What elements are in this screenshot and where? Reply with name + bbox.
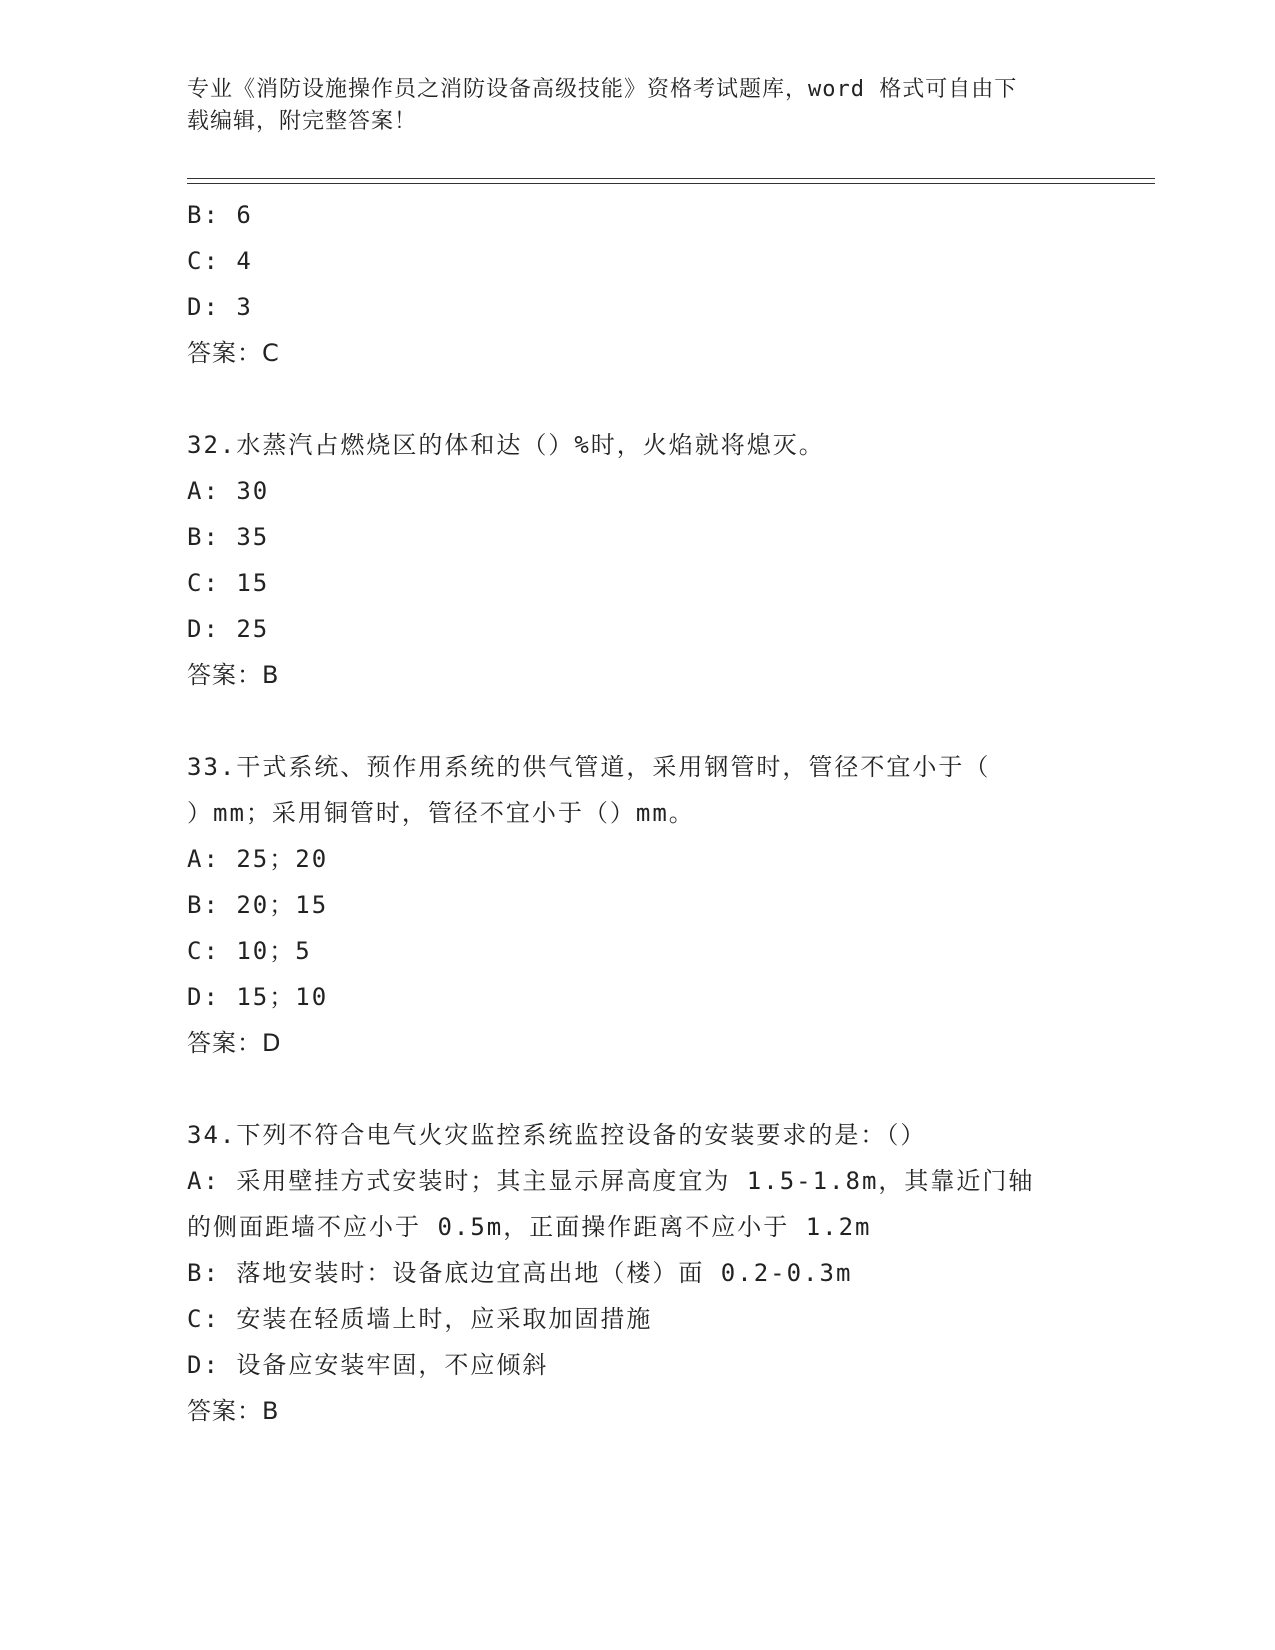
answer-line: 答案：B bbox=[187, 661, 280, 689]
option-a: A: 30 bbox=[187, 477, 270, 505]
question-text: 32.水蒸汽占燃烧区的体和达（）%时，火焰就将熄灭。 bbox=[187, 431, 825, 459]
question-list bbox=[187, 192, 1087, 1480]
answer-line: 答案：C bbox=[187, 339, 280, 367]
header-line-1: 专业《消防设施操作员之消防设备高级技能》资格考试题库，word 格式可自由下 bbox=[187, 77, 1018, 102]
option-c: C: 15 bbox=[187, 569, 270, 597]
question-33 bbox=[187, 744, 1087, 1066]
option-a-line-2: 的侧面距墙不应小于 0.5m，正面操作距离不应小于 1.2m bbox=[187, 1213, 872, 1241]
option-b: B: 35 bbox=[187, 523, 270, 551]
option-b: B: 落地安装时：设备底边宜高出地（楼）面 0.2-0.3m bbox=[187, 1259, 853, 1287]
option-d: D: 3 bbox=[187, 293, 253, 321]
option-d: D: 15；10 bbox=[187, 983, 329, 1011]
header-line-2: 载编辑，附完整答案！ bbox=[187, 109, 418, 134]
option-c: C: 10；5 bbox=[187, 937, 312, 965]
question-text: 34.下列不符合电气火灾监控系统监控设备的安装要求的是：（） bbox=[187, 1121, 927, 1149]
question-text-line-1: 33.干式系统、预作用系统的供气管道，采用钢管时，管径不宜小于（ bbox=[187, 753, 991, 781]
option-d: D: 设备应安装牢固，不应倾斜 bbox=[187, 1351, 549, 1379]
question-text-line-2: ）mm；采用铜管时，管径不宜小于（）mm。 bbox=[187, 799, 695, 827]
option-a-line-1: A: 采用壁挂方式安装时；其主显示屏高度宜为 1.5-1.8m，其靠近门轴 bbox=[187, 1167, 1035, 1195]
answer-line: 答案：D bbox=[187, 1029, 282, 1057]
option-b: B: 20；15 bbox=[187, 891, 329, 919]
answer-line: 答案：B bbox=[187, 1397, 280, 1425]
header-rule-top bbox=[187, 178, 1155, 179]
question-34 bbox=[187, 1112, 1087, 1434]
option-c: C: 4 bbox=[187, 247, 253, 275]
option-a: A: 25；20 bbox=[187, 845, 329, 873]
option-d: D: 25 bbox=[187, 615, 270, 643]
document-header bbox=[187, 74, 1067, 138]
header-rule-bottom bbox=[187, 183, 1155, 184]
question-32 bbox=[187, 422, 1087, 698]
question-31-tail bbox=[187, 192, 1087, 376]
option-c: C: 安装在轻质墙上时，应采取加固措施 bbox=[187, 1305, 653, 1333]
option-b: B: 6 bbox=[187, 201, 253, 229]
